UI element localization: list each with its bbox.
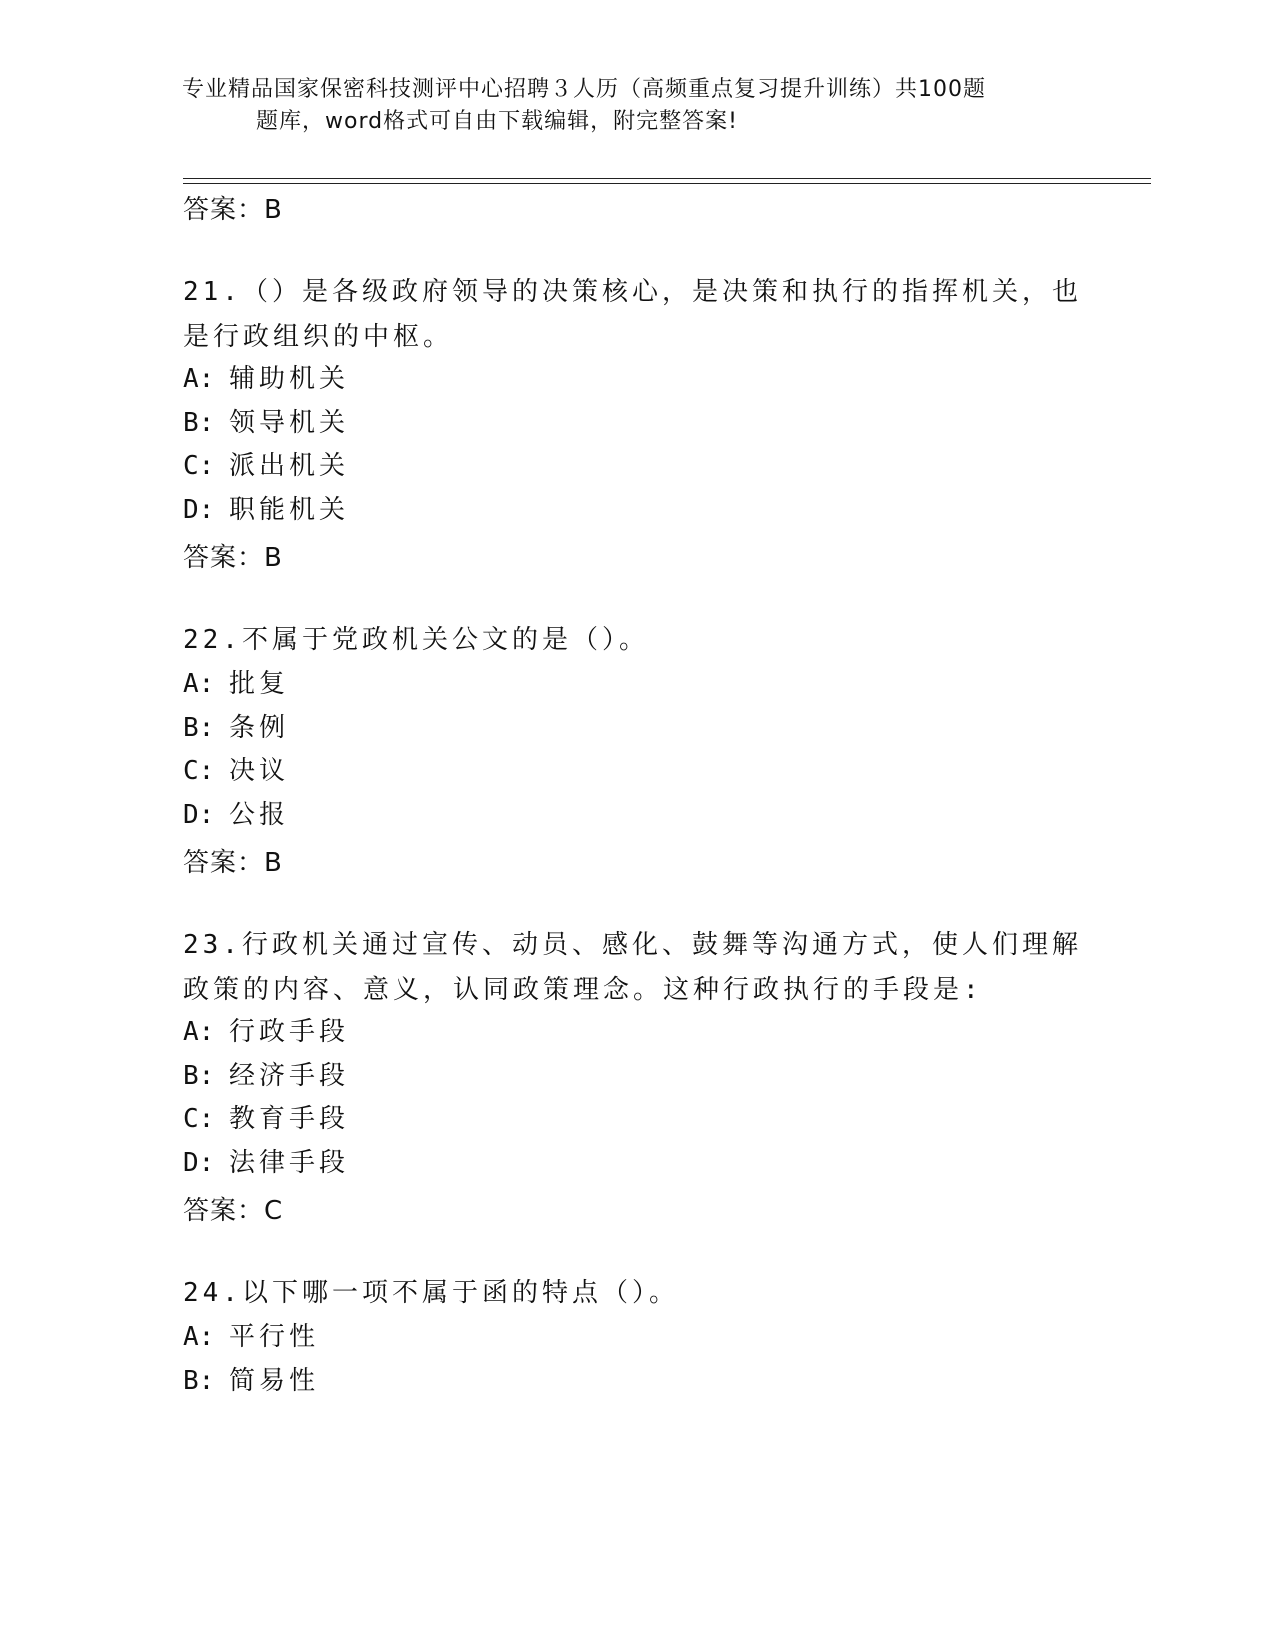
option-text: 法律手段 (229, 1148, 350, 1178)
answer-line: 答案：B (183, 195, 283, 225)
question-22-option-d (183, 793, 1083, 838)
option-text: 公报 (229, 800, 290, 830)
option-text: 辅助机关 (229, 364, 350, 394)
document-title-line-2: 题库，word格式可自由下载编辑，附完整答案! (256, 109, 738, 134)
option-text: 决议 (229, 756, 290, 786)
question-24-option-b (183, 1359, 1083, 1404)
option-label: D: (183, 495, 215, 525)
option-label: C: (183, 451, 215, 481)
question-23-option-b (183, 1054, 1083, 1099)
option-text: 行政手段 (229, 1017, 350, 1047)
question-21-text: 21.（）是各级政府领导的决策核心，是决策和执行的指挥机关，也是行政组织的中枢。 (183, 277, 1082, 352)
question-23-option-d (183, 1141, 1083, 1186)
question-22-option-a (183, 662, 1083, 707)
option-label: D: (183, 800, 215, 830)
option-text: 批复 (229, 669, 290, 699)
question-23-option-a (183, 1010, 1083, 1055)
header-rule-bottom (183, 183, 1151, 184)
option-text: 职能机关 (229, 495, 350, 525)
option-text: 条例 (229, 713, 290, 743)
question-21-option-b (183, 401, 1083, 446)
question-23-answer: 答案：C (183, 1196, 284, 1226)
question-24-text: 24.以下哪一项不属于函的特点（）。 (183, 1278, 679, 1308)
question-23-option-c (183, 1097, 1083, 1142)
option-text: 经济手段 (229, 1061, 350, 1091)
question-22-answer: 答案：B (183, 848, 283, 878)
option-text: 派出机关 (229, 451, 350, 481)
document-title (182, 74, 1082, 138)
question-21-option-d (183, 488, 1083, 533)
question-22-text: 22.不属于党政机关公文的是（）。 (183, 625, 649, 655)
option-label: B: (183, 408, 215, 438)
option-label: B: (183, 713, 215, 743)
question-21-option-a (183, 357, 1083, 402)
question-21-option-c (183, 444, 1083, 489)
question-21-answer: 答案：B (183, 543, 283, 573)
question-22-option-b (183, 706, 1083, 751)
option-text: 简易性 (229, 1366, 320, 1396)
option-label: A: (183, 364, 215, 394)
option-text: 领导机关 (229, 408, 350, 438)
question-24-option-a (183, 1315, 1083, 1360)
question-23-text: 23.行政机关通过宣传、动员、感化、鼓舞等沟通方式，使人们理解政策的内容、意义，认同政策理念。这种行政执行的手段是: (183, 930, 1082, 1005)
option-label: D: (183, 1148, 215, 1178)
option-label: B: (183, 1366, 215, 1396)
option-label: A: (183, 1017, 215, 1047)
option-label: C: (183, 1104, 215, 1134)
header-rule-top (183, 178, 1151, 179)
question-22-option-c (183, 749, 1083, 794)
option-label: A: (183, 669, 215, 699)
document-title-line-1: 专业精品国家保密科技测评中心招聘３人历（高频重点复习提升训练）共100题 (182, 77, 986, 102)
option-label: C: (183, 756, 215, 786)
option-label: A: (183, 1322, 215, 1352)
option-label: B: (183, 1061, 215, 1091)
option-text: 教育手段 (229, 1104, 350, 1134)
option-text: 平行性 (229, 1322, 320, 1352)
